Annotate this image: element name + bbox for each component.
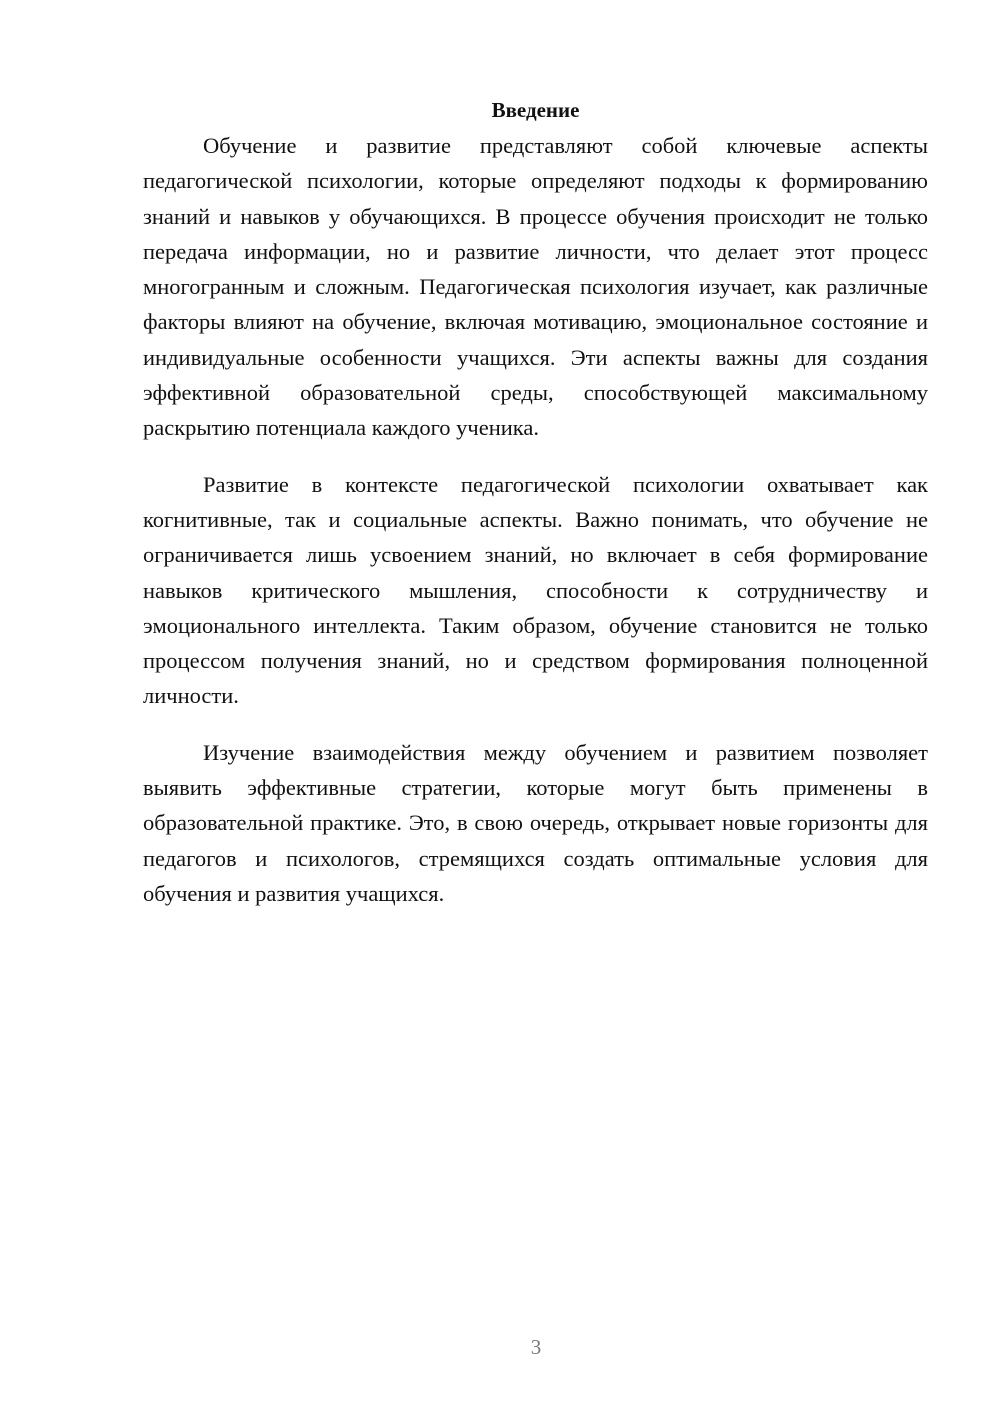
paragraph-1: Обучение и развитие представляют собой ключевые аспекты педагогической психологии, которые определяют подходы к формированию знаний и навыков у обучающихся. В процессе обучения происходит не только передача информации, но и развитие личности, что делает этот процесс многогранным и сложным. Педагогическая психология изучает, как различные факторы влияют на обучение, включая мотивацию, эмоциональное состояние и индивидуальные особенности учащихся. Эти аспекты важны для создания эффективной образовательной среды, способствующей максимальному раскрытию потенциала каждого ученика. [143, 133, 928, 441]
section-heading: Введение [491, 98, 580, 122]
paragraph-3: Изучение взаимодействия между обучением и развитием позволяет выявить эффективные стратегии, которые могут быть применены в образовательной практике. Это, в свою очередь, открывает новые горизонты для педагогов и психологов, стремящихся создать оптимальные условия для обучения и развития учащихся. [143, 739, 928, 906]
page-content [143, 92, 928, 932]
paragraph-2: Развитие в контексте педагогической психологии охватывает как когнитивные, так и социальные аспекты. Важно понимать, что обучение не ограничивается лишь усвоением знаний, но включает в себя формирование навыков критического мышления, способности к сотрудничеству и эмоционального интеллекта. Таким образом, обучение становится не только процессом получения знаний, но и средством формирования полноценной личности. [143, 471, 928, 709]
page-number: 3 [530, 1335, 542, 1359]
